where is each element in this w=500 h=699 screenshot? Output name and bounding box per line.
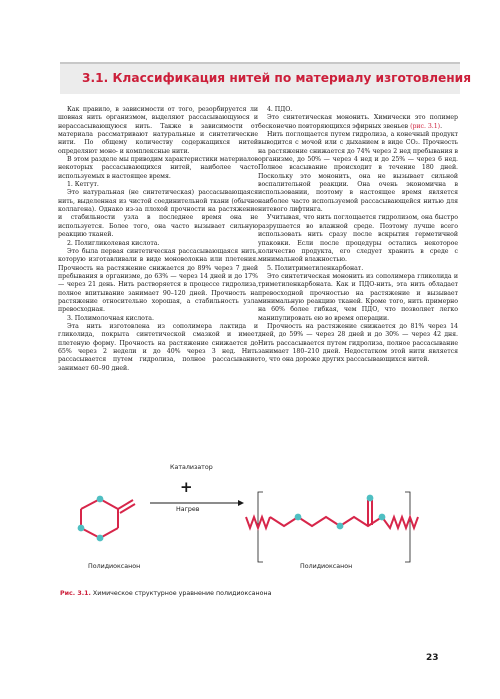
section-title: 3.1. Классификация нитей по материалу изготовления (82, 71, 472, 85)
heat-label: Нагрев (176, 506, 200, 513)
left-molecule-label: Полидиоксанон (88, 563, 141, 570)
figure-reference-link[interactable]: (рис. 3.1) (410, 122, 441, 130)
paragraph-ptmc-strength: Прочность на растяжение снижается до 81% через 14 дней, до 59% — через 28 дней и до 30% — через 42 дня. Нить рассасывается путем гидролиза, полное рассасывание занимает 180–210 дней. Недостатком этой нити является то, что она дороже других рассасывающихся нитей. (258, 322, 458, 364)
wavy-chain-end (382, 517, 418, 528)
oxygen-atom (78, 525, 85, 532)
paragraph-polyglycolic-acid: Это была первая синтетическая рассасывающаяся нить, которую изготавливали в виде моноволокна или плетения. Прочность на растяжение снижается до 89% через 7 дней пребывания в организме, до 63% — через 14 дней и до 17% — через 21 день. Нить растворяется в процессе гидролиза, полное впитывание занимает 90–120 дней. Прочность на растяжение относительно хорошая, а стабильность узла превосходная. (58, 247, 258, 314)
paragraph-pdo-hydrolysis: Учитывая, что нить поглощается гидролизом, она быстро разрушается во влажной среде. Поэтому лучше всего использовать нить сразу после вскрытия герметичной упаковки. Если после процедуры остались некоторое количество продукта, его следует хранить в среде с минимальной влажностью. (258, 214, 458, 264)
paragraph-intro: Как правило, в зависимости от того, резорбируется ли шовная нить организмом, выделяют рассасывающуюся и нерассасывающуюся нить. Также в зависимости от материала рассматривают натуральные и синтетические нити. По общему количеству содержащихся нитей определяют моно- и комплексные нити. (58, 106, 258, 155)
oxygen-atom (97, 535, 104, 542)
paragraph-polylactic-acid: Эта нить изготовлена из сополимера лактида и гликолида, покрыта синтетической смазкой и имеет плетеную форму. Прочность на растяжение снижается до 65% через 2 недели и до 40% через 3 нед. Нить рассасывается путем гидролиза, полное рассасывание занимает 60–90 дней. (58, 322, 258, 372)
paragraph-section-scope: В этом разделе мы приводим характеристики материалов некоторых рассасывающихся нитей, наиболее часто используемых в настоящее время. (58, 156, 258, 180)
figure-caption-label: Рис. 3.1. (60, 590, 91, 597)
plus-sign: + (180, 478, 193, 496)
heading-catgut: 1. Кетгут. (67, 181, 99, 189)
pdo-intro-tail: . (440, 122, 442, 130)
paragraph-ptmc-intro: Это синтетическая мононить из сополимера гликолида и триметиленкарбоната. Как и ПДО-нить, эта нить обладает превосходной прочностью на растяжение и вызывает минимальную реакцию тканей. Кроме того, нить примерно на 60% более гибкая, чем ПДО, что позволяет легко манипулировать ею во время операции. (258, 272, 458, 322)
polymer-brackets (258, 492, 410, 562)
heading-polyglycolic-acid: 2. Полигликолевая кислота. (67, 239, 160, 247)
pdo-intro-text: Это синтетическая мононить. Химически это полимер бесконечно повторяющихся эфирных звеньев (258, 114, 458, 130)
zigzag-backbone (270, 517, 382, 526)
section-header-band (60, 62, 472, 94)
chemical-equation-figure (60, 462, 440, 582)
oxygen-atom (295, 514, 302, 521)
right-text-column (258, 106, 458, 365)
figure-caption-text: Химическое структурное уравнение полидиоксанона (90, 590, 272, 597)
oxygen-atom (379, 514, 386, 521)
polymer-chain (246, 500, 418, 528)
catalyst-label: Катализатор (170, 464, 213, 471)
figure-caption (60, 590, 440, 597)
oxygen-atom (97, 496, 104, 503)
oxygen-atom (337, 523, 344, 530)
heading-pdo: 4. ПДО. (267, 106, 293, 113)
paragraph-pdo-intro (258, 114, 458, 131)
left-text-column (58, 106, 258, 373)
paragraph-pdo-absorption: Нить поглощается путем гидролиза, а конечный продукт выводится с мочой или с дыханием в виде CO₂. Прочность на растяжение снижается до 74% через 2 нед пребывания в организме, до 50% — через 4 нед и до 25% — через 6 нед. Полное всасывание происходит в течение 180 дней. Поскольку это мононить, она не вызывает сильной воспалительной реакции. Она очень экономична в использовании, поэтому в настоящее время является наиболее часто используемой рассасывающейся нитью для нитевого лифтинга. (258, 131, 458, 214)
paragraph-catgut: Это натуральная (не синтетическая) рассасывающаяся нить, выделенная из чистой соединительной ткани (обычно коллагена). Однако из-за плохой прочности на растяжение и стабильности узла в последнее время она не используется. Более того, она часто вызывает сильную реакцию тканей. (58, 189, 258, 239)
heading-ptmc: 5. Политриметиленкарбонат. (267, 264, 364, 272)
dioxanone-ring-molecule (81, 499, 135, 538)
heading-polylactic-acid: 3. Полимолочная кислота. (67, 314, 154, 322)
right-molecule-label: Полидиоксанон (300, 563, 353, 570)
page-number: 23 (426, 653, 439, 663)
oxygen-atom (367, 495, 374, 502)
